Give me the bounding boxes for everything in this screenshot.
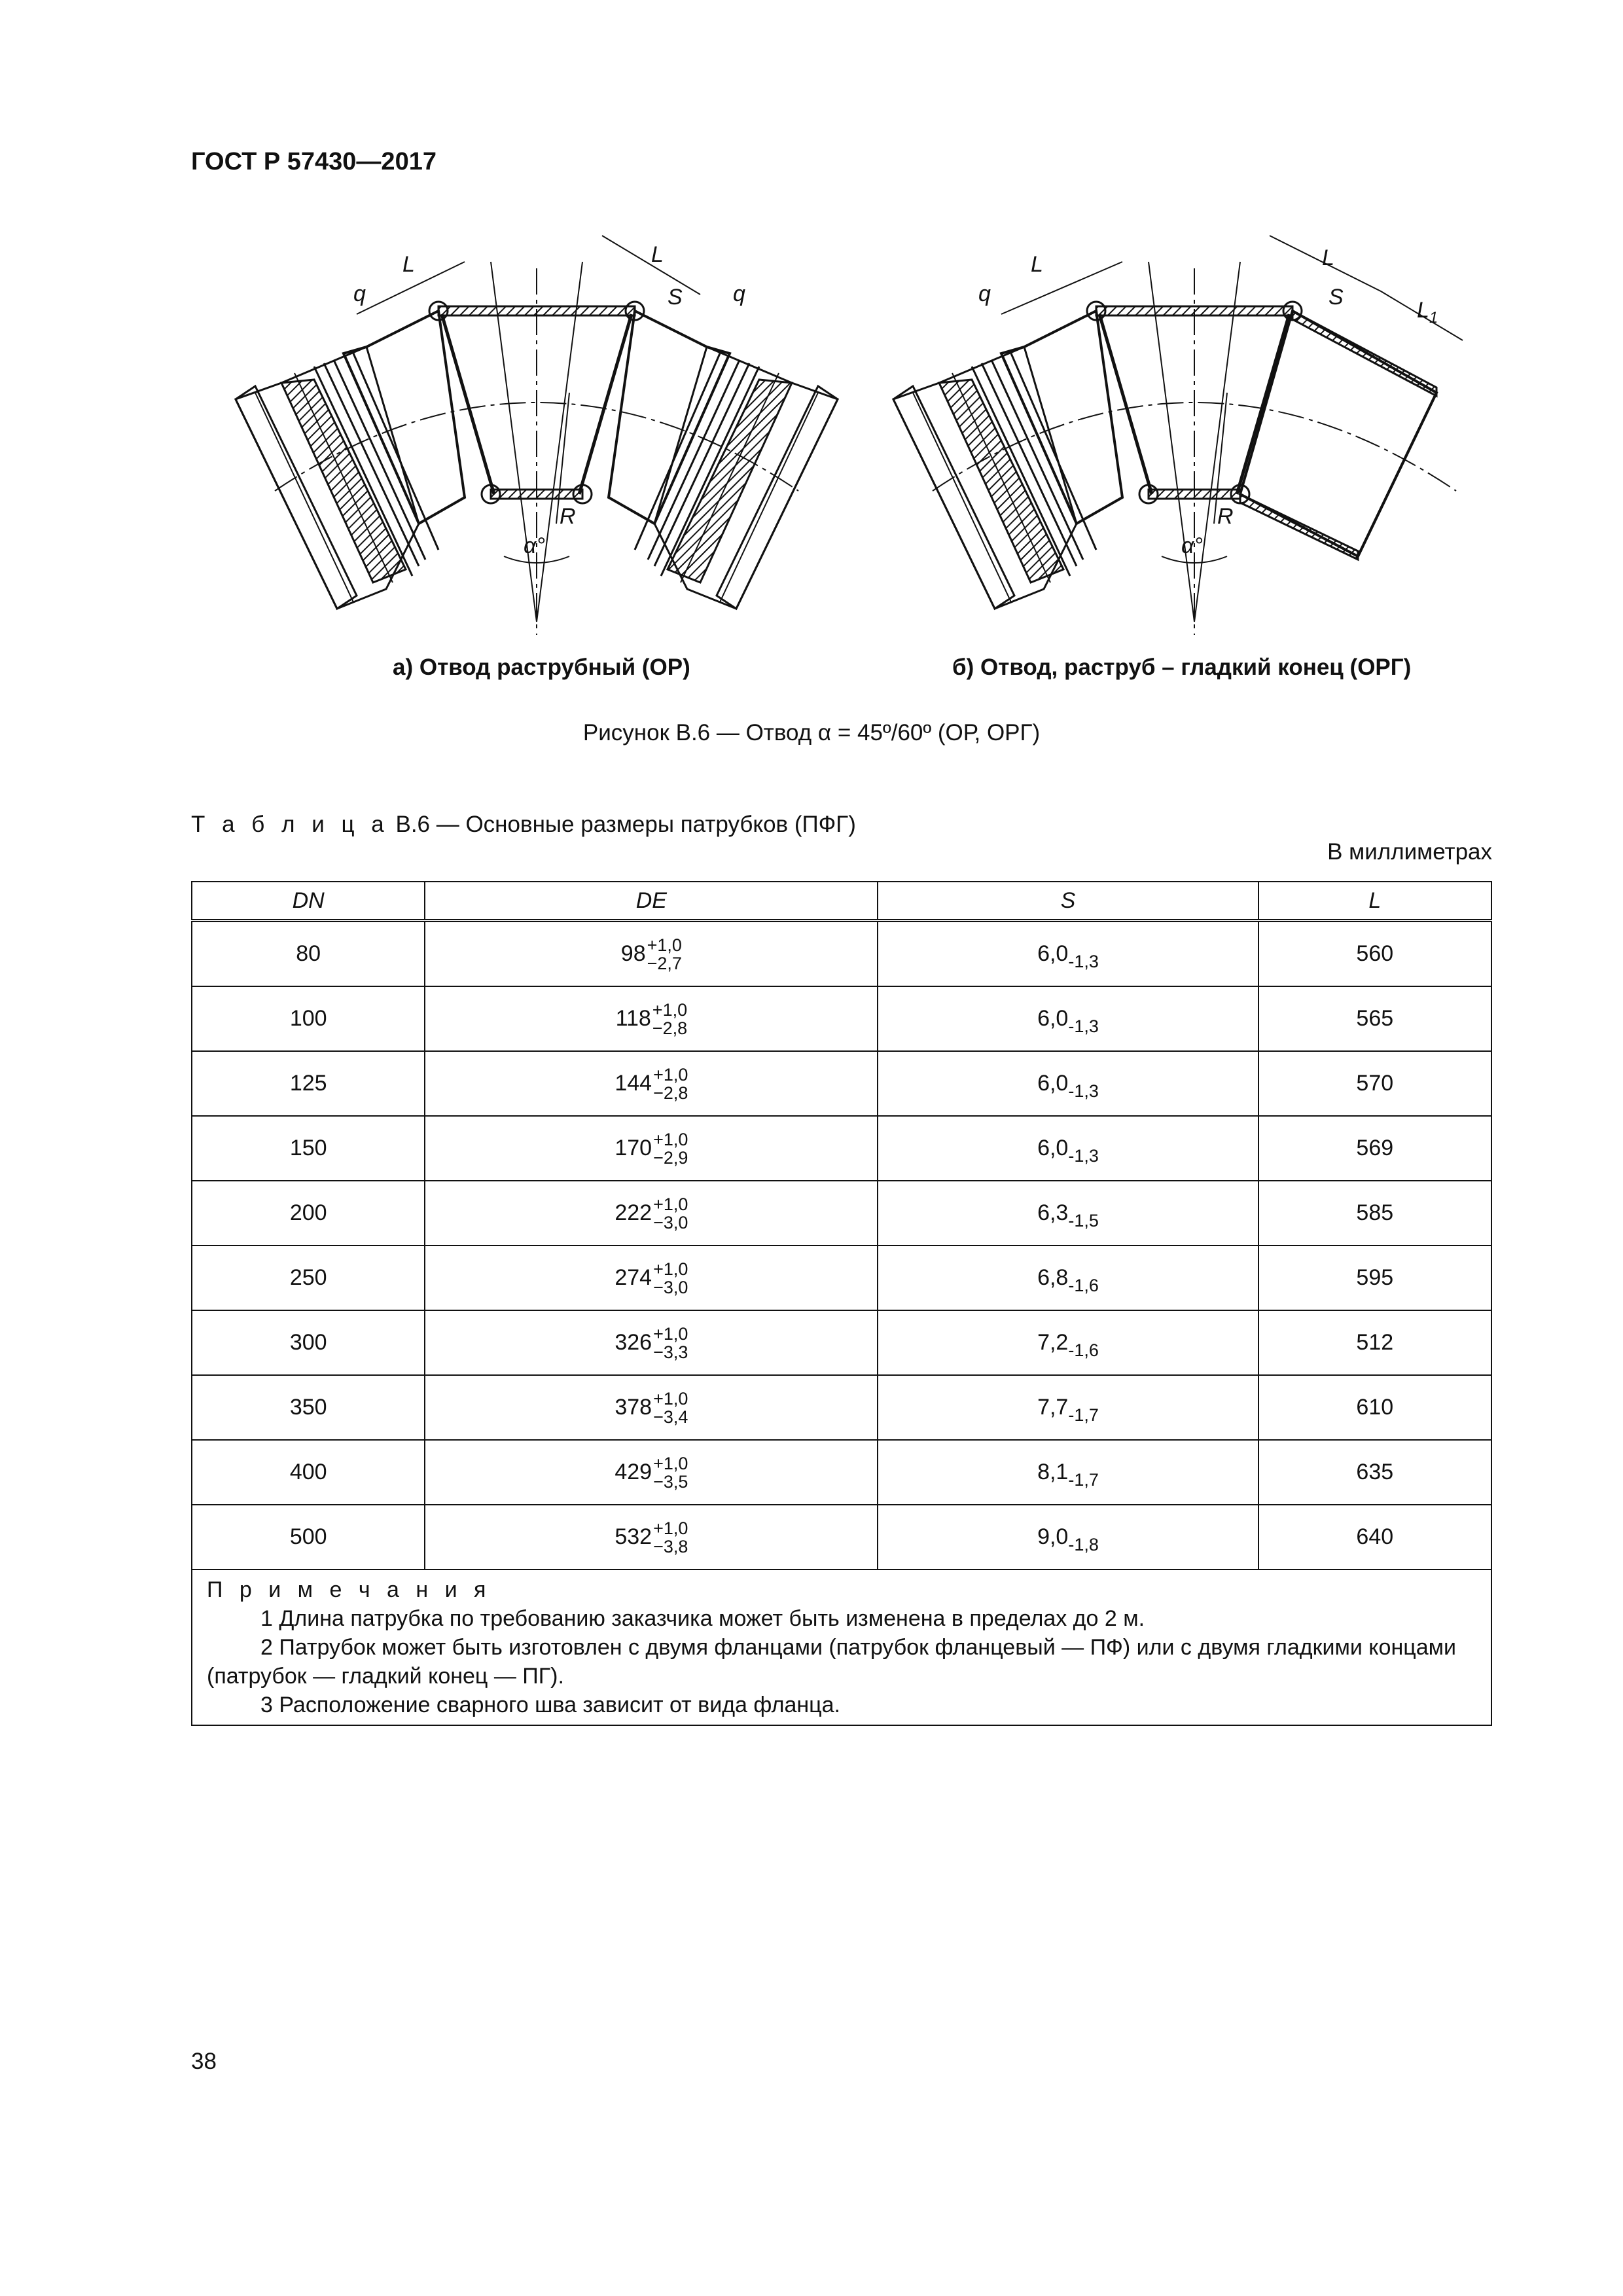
cell-s: $6,0_{-1,3}$ [878,1116,1258,1181]
cell-s: $8,1_{-1,7}$ [878,1440,1258,1505]
figure-subcaption-b: б) Отвод, раструб – гладкий конец (ОРГ) [952,655,1412,680]
elbow-drawing-a [236,236,838,635]
figure-subcaption-a: а) Отвод раструбный (ОР) [393,655,690,680]
table-title [191,812,856,838]
cell-s: $6,0_{-1,3}$ [878,986,1258,1051]
table-notes [192,1570,1491,1725]
table-title-text: В.6 — Основные размеры патрубков (ПФГ) [395,812,856,837]
cell-s: $6,8_{-1,6}$ [878,1246,1258,1310]
cell-dn: 300 [192,1310,425,1375]
cell-l: 512 [1258,1310,1491,1375]
table-notes-row [192,1570,1491,1725]
page-number: 38 [191,2049,217,2074]
cell-dn: 400 [192,1440,425,1505]
notes-heading: П р и м е ч а н и я [207,1577,491,1602]
table-row [192,921,1491,987]
label-S-a: S [668,285,683,310]
cell-dn: 200 [192,1181,425,1246]
header-de: DE [425,882,878,921]
cell-de: 170 +1,0 −2,9 [425,1116,878,1181]
label-R-b: R [1217,504,1234,529]
cell-de: 326 +1,0 −3,3 [425,1310,878,1375]
figure-caption: Рисунок В.6 — Отвод α = 45º/60º (ОР, ОРГ) [582,720,1041,745]
cell-de: 532 +1,0 −3,8 [425,1505,878,1570]
cell-de: 274 +1,0 −3,0 [425,1246,878,1310]
cell-s: $6,3_{-1,5}$ [878,1181,1258,1246]
cell-dn: 150 [192,1116,425,1181]
table-row [192,986,1491,1051]
label-L-b-left: L [1031,252,1043,277]
label-L-a-left: L [402,252,415,277]
cell-l: 635 [1258,1440,1491,1505]
label-S-b: S [1329,285,1344,310]
cell-l: 610 [1258,1375,1491,1440]
dimensions-table [191,881,1492,1726]
cell-de: 222 +1,0 −3,0 [425,1181,878,1246]
label-L-b-right: L [1322,245,1334,270]
table-row [192,1246,1491,1310]
cell-de: 378 +1,0 −3,4 [425,1375,878,1440]
elbow-drawings [216,216,1492,713]
cell-l: 569 [1258,1116,1491,1181]
table-header-row [192,882,1491,921]
label-alpha-a: α° [524,533,545,558]
label-L1-b: $L_1$ [1417,298,1438,327]
cell-l: 595 [1258,1246,1491,1310]
cell-de: 144 +1,0 −2,8 [425,1051,878,1116]
table-row [192,1181,1491,1246]
label-q-a: q [353,281,366,306]
table-units: В миллиметрах [1327,839,1492,865]
label-q-b: q [978,281,991,306]
table-row [192,1375,1491,1440]
table-row [192,1310,1491,1375]
cell-s: $6,0_{-1,3}$ [878,1051,1258,1116]
header-dn: DN [192,882,425,921]
cell-s: $6,0_{-1,3}$ [878,921,1258,987]
cell-dn: 500 [192,1505,425,1570]
table-row [192,1505,1491,1570]
note-1: 1 Длина патрубка по требованию заказчика может быть изменена в пределах до 2 м. [260,1606,1145,1631]
cell-de: 98 +1,0 −2,7 [425,921,878,987]
cell-dn: 100 [192,986,425,1051]
label-alpha-b: α° [1181,533,1203,558]
label-L-a-right: L [651,242,664,267]
note-3: 3 Расположение сварного шва зависит от вида фланца. [260,1693,840,1717]
note-2: 2 Патрубок может быть изготовлен с двумя фланцами (патрубок фланцевый — ПФ) или с двумя гладкими концами (патрубок — гладкий конец — ПГ). [207,1635,1456,1689]
header-s: S [878,882,1258,921]
cell-l: 640 [1258,1505,1491,1570]
table-row [192,1051,1491,1116]
cell-de: 429 +1,0 −3,5 [425,1440,878,1505]
cell-de: 118 +1,0 −2,8 [425,986,878,1051]
cell-l: 565 [1258,986,1491,1051]
table-row [192,1116,1491,1181]
cell-s: $7,2_{-1,6}$ [878,1310,1258,1375]
cell-l: 570 [1258,1051,1491,1116]
label-R-a: R [560,504,576,529]
table-title-prefix: Т а б л и ц а [191,812,389,837]
cell-l: 585 [1258,1181,1491,1246]
cell-s: $9,0_{-1,8}$ [878,1505,1258,1570]
cell-dn: 80 [192,921,425,987]
cell-dn: 125 [192,1051,425,1116]
cell-l: 560 [1258,921,1491,987]
header-l: L [1258,882,1491,921]
label-q-a-right: q [733,281,745,306]
cell-s: $7,7_{-1,7}$ [878,1375,1258,1440]
cell-dn: 250 [192,1246,425,1310]
table-row [192,1440,1491,1505]
cell-dn: 350 [192,1375,425,1440]
document-header: ГОСТ Р 57430—2017 [191,148,437,175]
